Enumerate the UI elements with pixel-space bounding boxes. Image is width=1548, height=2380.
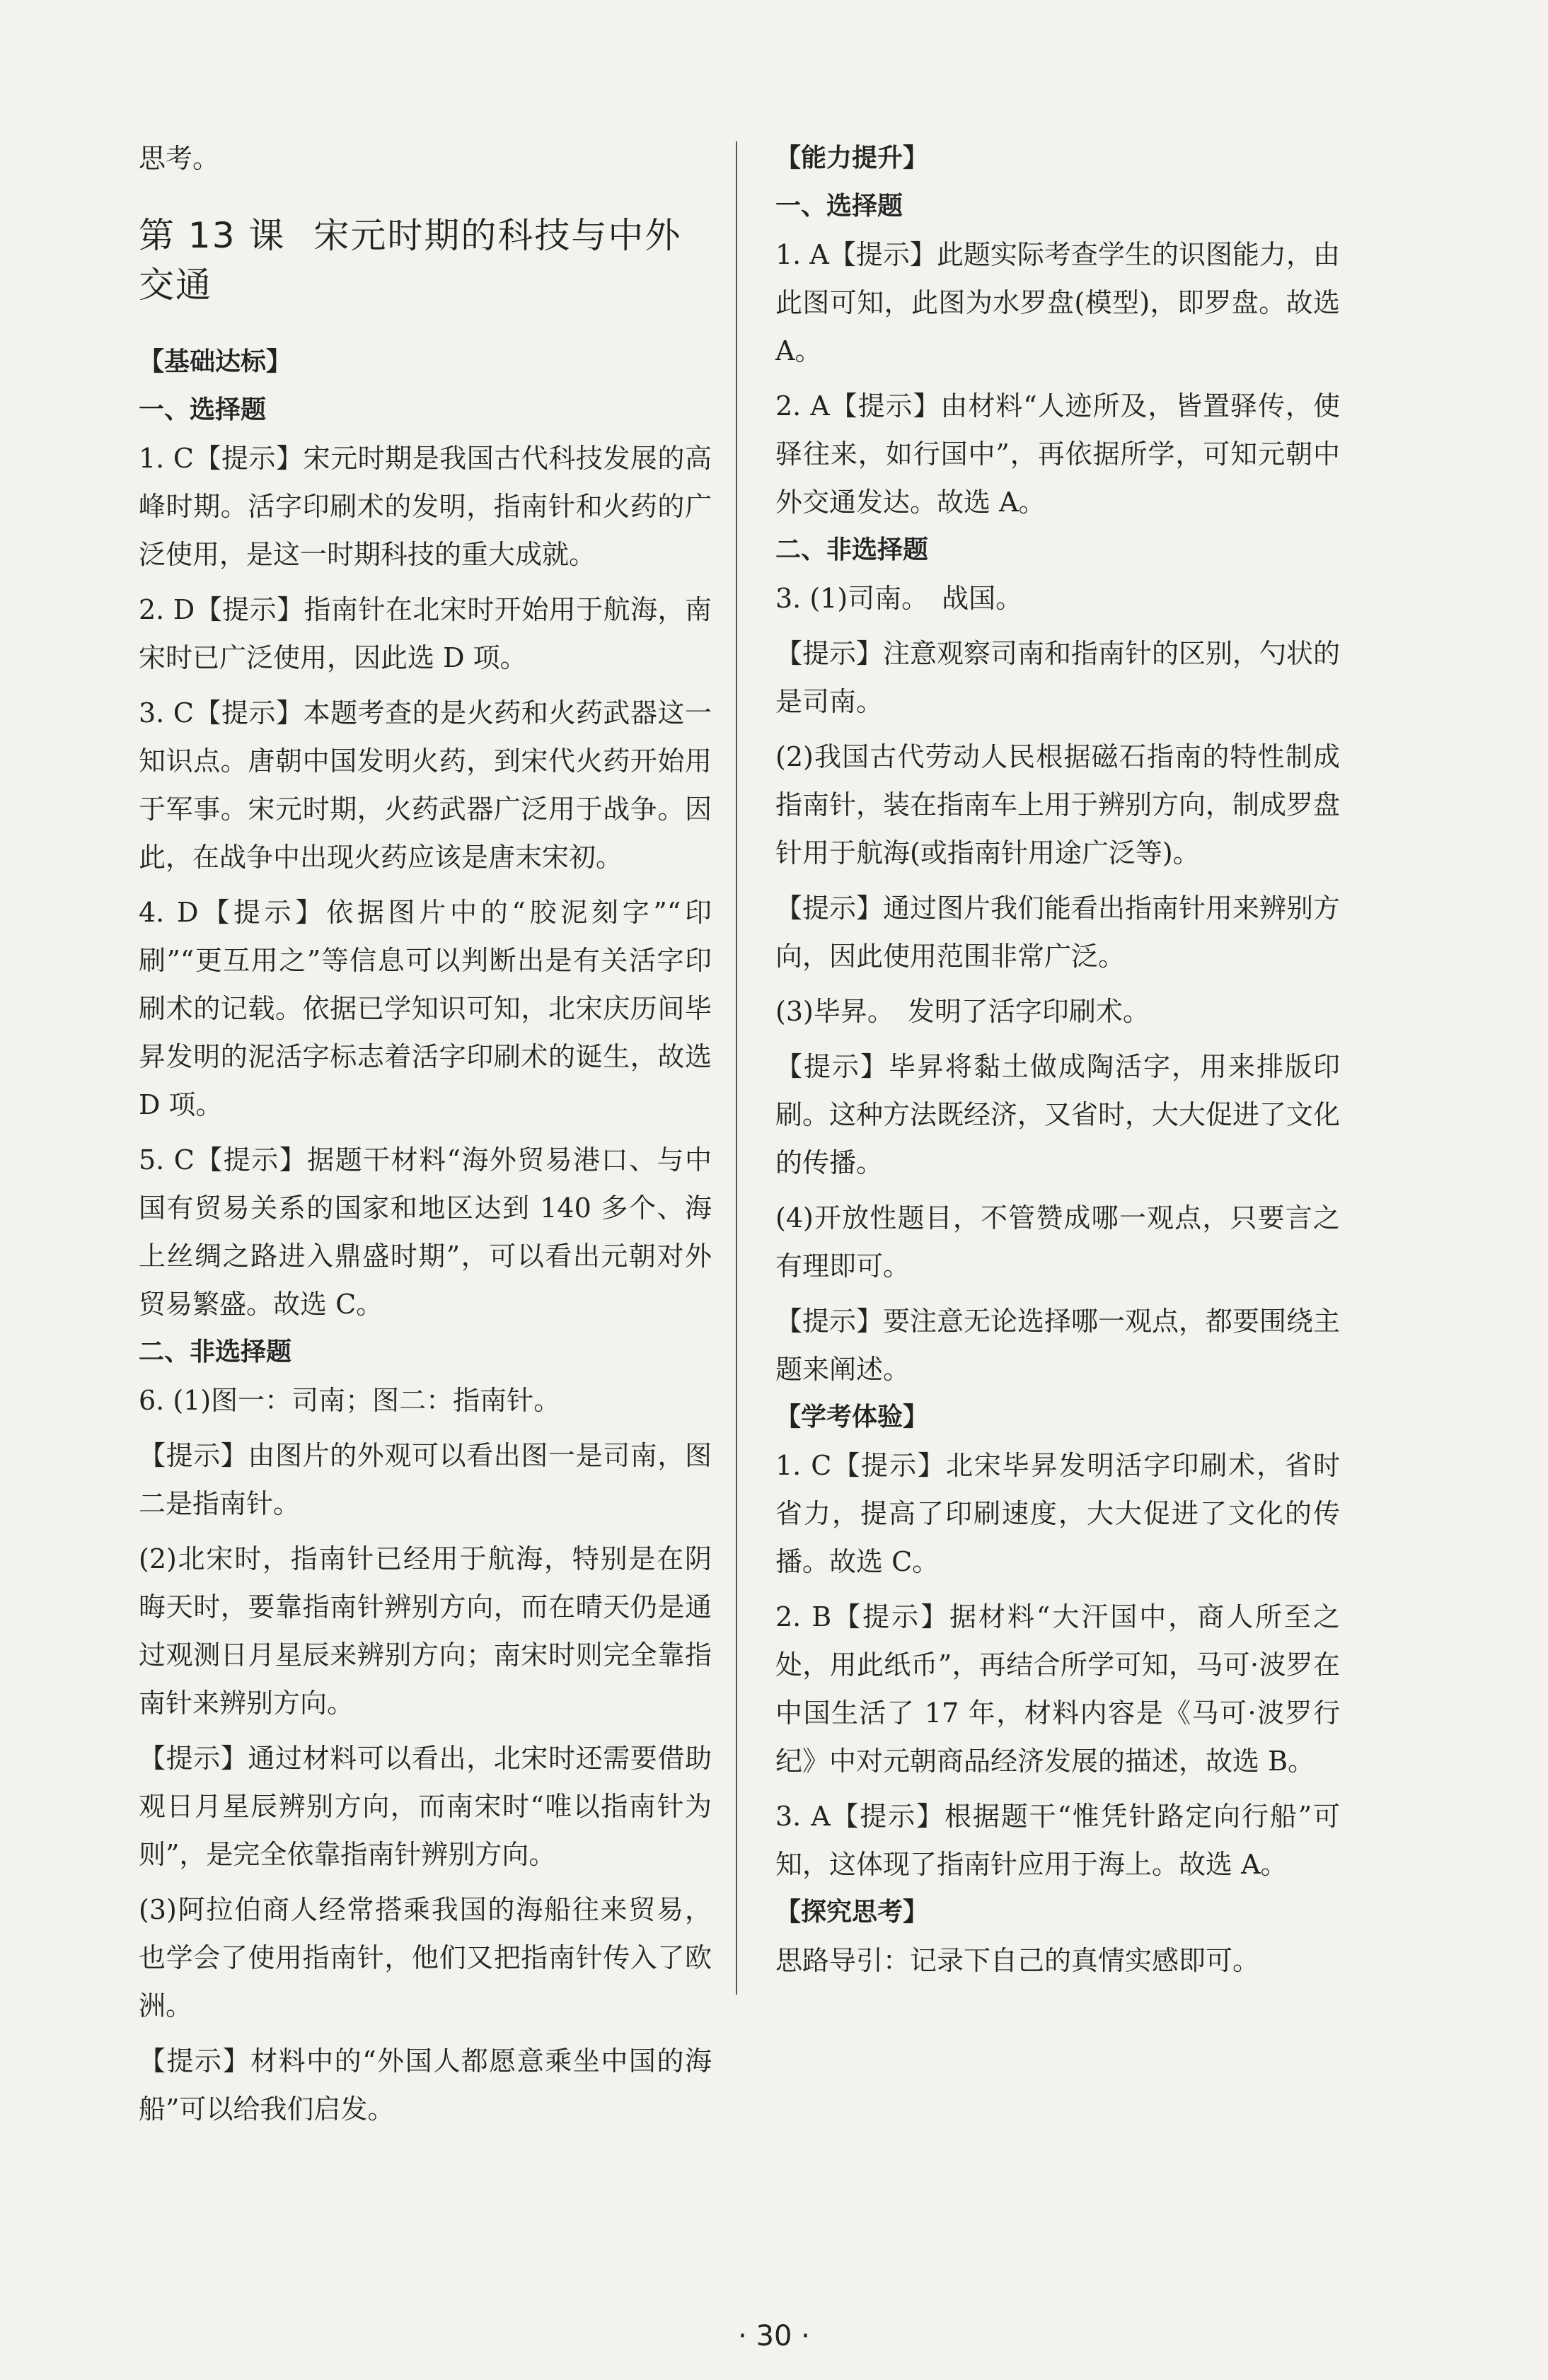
right-column (775, 134, 1340, 1985)
exam-answer-1: 1. C【提示】北宋毕昇发明活字印刷术，省时省力，提高了印刷速度，大大促进了文化的传播。故选 C。 (775, 1450, 1340, 1577)
section-exam: 【学考体验】 (775, 1403, 929, 1432)
ability-answer-2: 2. A【提示】由材料“人迹所及，皆置驿传，使驿往来，如行国中”，再依据所学，可知元朝中外交通发达。故选 A。 (775, 390, 1340, 518)
answer-2: 2. D【提示】指南针在北宋时开始用于航海，南宋时已广泛使用，因此选 D 项。 (139, 594, 712, 673)
lesson-number: 第 13 课 (139, 215, 286, 256)
explore-text: 思路导引：记录下自己的真情实感即可。 (775, 1945, 1260, 1976)
answer-6-2: (2)北宋时，指南针已经用于航海，特别是在阴晦天时，要靠指南针辨别方向，而在晴天仍是通过观测日月星辰来辨别方向；南宋时则完全靠指南针来辨别方向。 (139, 1543, 712, 1719)
ability-answer-1: 1. A【提示】此题实际考查学生的识图能力，由此图可知，此图为水罗盘(模型)，即罗盘。故选 A。 (775, 239, 1340, 366)
answer-4: 4. D【提示】依据图片中的“胶泥刻字”“印刷”“更互用之”等信息可以判断出是有关活字印刷术的记载。依据已学知识可知，北宋庆历间毕昇发明的泥活字标志着活字印刷术的诞生，故选 D 项。 (139, 897, 712, 1120)
ability-answer-3-2: (2)我国古代劳动人民根据磁石指南的特性制成指南针，装在指南车上用于辨别方向，制成罗盘针用于航海(或指南针用途广泛等)。 (775, 741, 1341, 869)
lesson-name: 宋元时期的科技与中外交通 (139, 215, 682, 306)
hint-6-3: 【提示】材料中的“外国人都愿意乘坐中国的海船”可以给我们启发。 (139, 2045, 712, 2125)
answer-6-3: (3)阿拉伯商人经常搭乘我国的海船往来贸易，也学会了使用指南针，他们又把指南针传入了欧洲。 (139, 1894, 712, 2021)
hint-6-2: 【提示】通过材料可以看出，北宋时还需要借助观日月星辰辨别方向，而南宋时“唯以指南针为则”，是完全依靠指南针辨别方向。 (139, 1743, 712, 1870)
ability-answer-3-1: 3. (1)司南。 战国。 (775, 583, 1023, 614)
ability-hint-3-4: 【提示】要注意无论选择哪一观点，都要围绕主题来阐述。 (775, 1306, 1341, 1385)
left-column (139, 134, 712, 2133)
exam-answer-3: 3. A【提示】根据题干“惟凭针路定向行船”可知，这体现了指南针应用于海上。故选 A。 (775, 1801, 1340, 1880)
column-divider (736, 141, 737, 1995)
subsection-choice-right: 一、选择题 (775, 192, 903, 221)
intro-text: 思考。 (139, 143, 220, 174)
section-explore: 【探究思考】 (775, 1898, 929, 1927)
section-ability: 【能力提升】 (775, 144, 929, 173)
answer-3: 3. C【提示】本题考查的是火药和火药武器这一知识点。唐朝中国发明火药，到宋代火药开始用于军事。宋元时期，火药武器广泛用于战争。因此，在战争中出现火药应该是唐末宋初。 (139, 697, 712, 873)
ability-hint-3-1: 【提示】注意观察司南和指南针的区别，勺状的是司南。 (775, 638, 1341, 717)
subsection-nonchoice: 二、非选择题 (139, 1337, 292, 1366)
ability-answer-3-3: (3)毕昇。 发明了活字印刷术。 (775, 996, 1150, 1027)
ability-hint-3-2: 【提示】通过图片我们能看出指南针用来辨别方向，因此使用范围非常广泛。 (775, 893, 1341, 972)
ability-answer-3-4: (4)开放性题目，不管赞成哪一观点，只要言之有理即可。 (775, 1202, 1340, 1282)
lesson-title (139, 211, 712, 310)
page-number: · 30 · (738, 2320, 810, 2352)
subsection-choice: 一、选择题 (139, 395, 267, 424)
hint-6-1: 【提示】由图片的外观可以看出图一是司南，图二是指南针。 (139, 1440, 712, 1519)
answer-5: 5. C【提示】据题干材料“海外贸易港口、与中国有贸易关系的国家和地区达到 140 多个、海上丝绸之路进入鼎盛时期”，可以看出元朝对外贸易繁盛。故选 C。 (139, 1144, 712, 1320)
answer-1: 1. C【提示】宋元时期是我国古代科技发展的高峰时期。活字印刷术的发明，指南针和火药的广泛使用，是这一时期科技的重大成就。 (139, 443, 712, 570)
exam-answer-2: 2. B【提示】据材料“大汗国中，商人所至之处，用此纸币”，再结合所学可知，马可·波罗在中国生活了 17 年，材料内容是《马可·波罗行纪》中对元朝商品经济发展的描述，故选 B。 (775, 1601, 1340, 1777)
section-basic: 【基础达标】 (139, 347, 292, 376)
subsection-nonchoice-right: 二、非选择题 (775, 535, 929, 564)
answer-6-1: 6. (1)图一：司南；图二：指南针。 (139, 1385, 561, 1416)
ability-hint-3-3: 【提示】毕昇将黏土做成陶活字，用来排版印刷。这种方法既经济，又省时，大大促进了文化的传播。 (775, 1051, 1341, 1178)
